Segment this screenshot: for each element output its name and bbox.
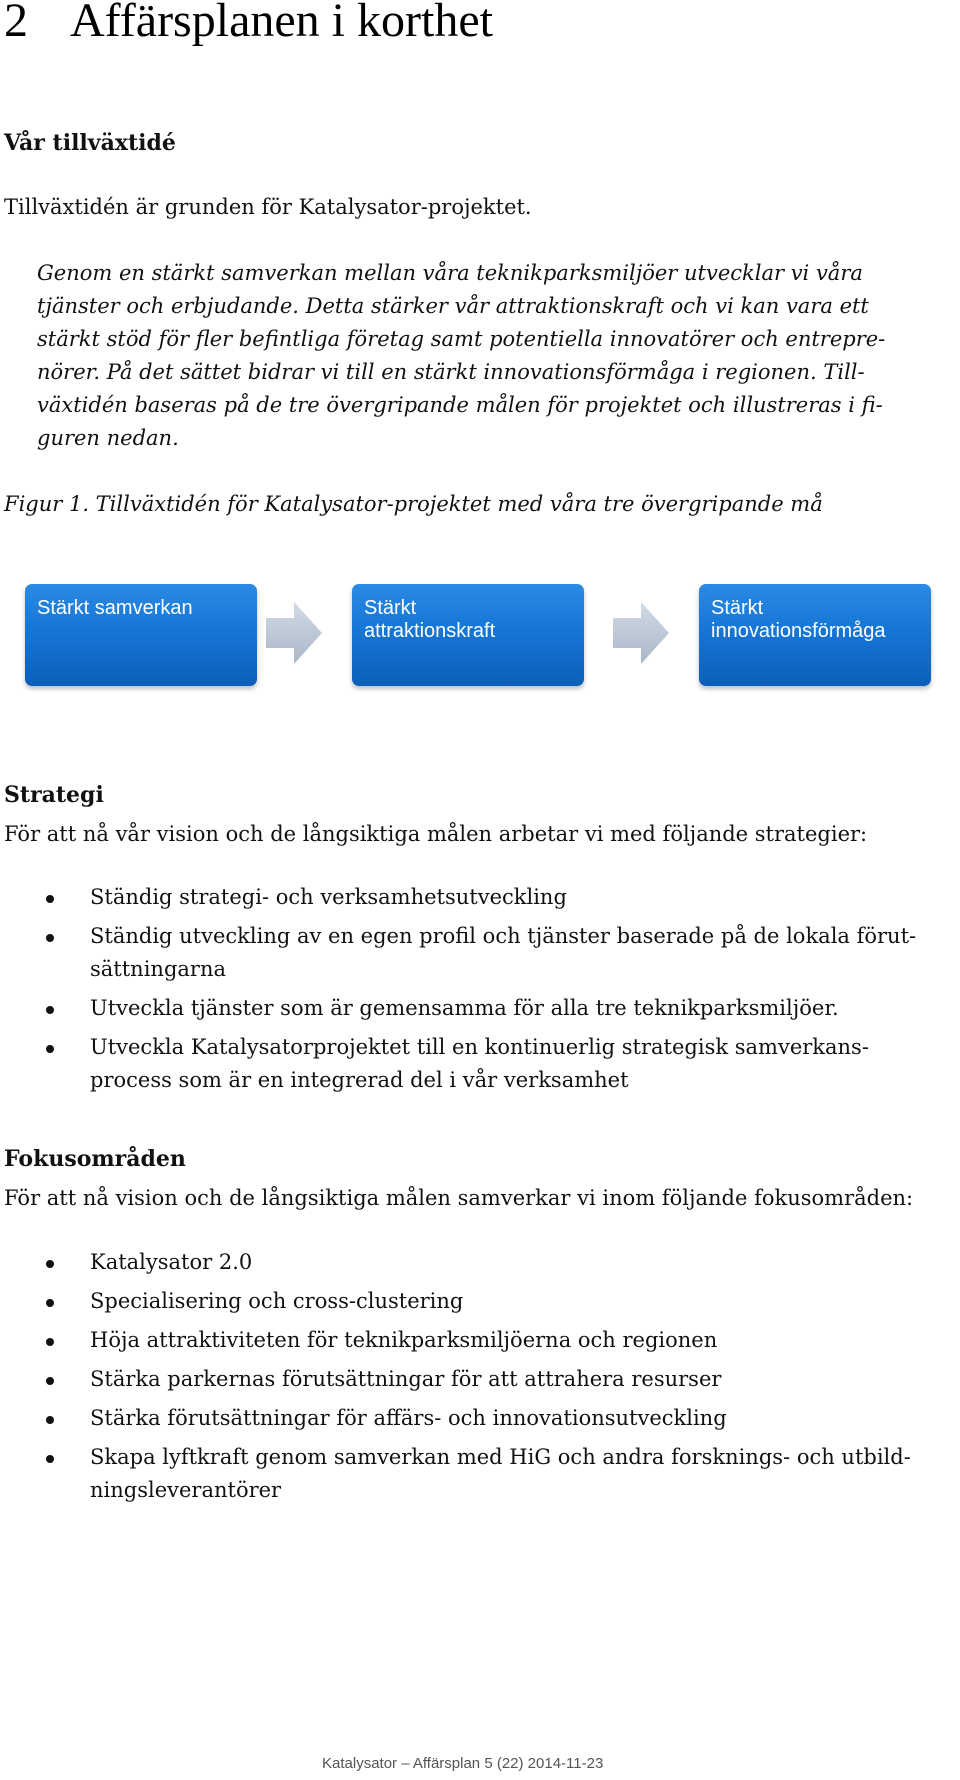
list-item-line: Utveckla tjänster som är gemensamma för alla tre teknikparksmiljöer. <box>90 996 839 1020</box>
bullet-icon <box>46 1377 54 1385</box>
list-item-line: Stärka parkernas förutsättningar för att attrahera resurser <box>90 1367 722 1391</box>
list-item <box>38 1031 953 1097</box>
flow-step-attraktionskraft <box>352 584 584 686</box>
right-arrow-icon <box>266 602 322 664</box>
list-item <box>38 920 953 986</box>
list-item <box>38 1285 953 1318</box>
list-item-line: sättningarna <box>90 957 226 981</box>
growth-paragraph-line: växtidén baseras på de tre övergripande målen för projektet och illustreras i fi- <box>37 393 883 417</box>
figure-caption: Figur 1. Tillväxtidén för Katalysator-projektet med våra tre övergripande må <box>4 492 823 516</box>
list-item-line: process som är en integrerad del i vår verksamhet <box>90 1068 629 1092</box>
list-item <box>38 1441 953 1507</box>
growth-paragraph <box>37 257 952 455</box>
bullet-icon <box>46 1455 54 1463</box>
list-item <box>38 992 953 1025</box>
growth-intro: Tillväxtidén är grunden för Katalysator-projektet. <box>4 195 532 219</box>
bullet-icon <box>46 1260 54 1268</box>
list-item-line: Skapa lyftkraft genom samverkan med HiG och andra forsknings- och utbild- <box>90 1445 911 1469</box>
list-item-line: Stärka förutsättningar för affärs- och innovationsutveckling <box>90 1406 727 1430</box>
strategy-list <box>38 881 953 1103</box>
flow-step-samverkan <box>25 584 257 686</box>
list-item <box>38 881 953 914</box>
strategy-heading: Strategi <box>4 782 104 808</box>
bullet-icon <box>46 1299 54 1307</box>
growth-paragraph-line: nörer. På det sättet bidrar vi till en stärkt innovationsförmåga i regionen. Till- <box>37 360 865 384</box>
flow-step-label: attraktionskraft <box>364 620 496 642</box>
list-item <box>38 1246 953 1279</box>
growth-paragraph-line: Genom en stärkt samverkan mellan våra teknikparksmiljöer utvecklar vi våra <box>37 261 863 285</box>
growth-paragraph-line: stärkt stöd för fler befintliga företag samt potentiella innovatörer och entrepre- <box>37 327 886 351</box>
section-number: 2 <box>4 0 28 47</box>
list-item <box>38 1324 953 1357</box>
flow-step-label: innovationsförmåga <box>711 620 886 642</box>
focus-heading: Fokusområden <box>4 1146 186 1172</box>
bullet-icon <box>46 1006 54 1014</box>
page-footer: Katalysator – Affärsplan 5 (22) 2014-11-23 <box>322 1755 604 1772</box>
bullet-icon <box>46 1338 54 1346</box>
list-item-line: Utveckla Katalysatorprojektet till en kontinuerlig strategisk samverkans- <box>90 1035 869 1059</box>
page-title <box>4 0 493 50</box>
flow-step-label: Stärkt <box>364 597 417 619</box>
strategy-intro: För att nå vår vision och de långsiktiga målen arbetar vi med följande strategier: <box>4 822 868 846</box>
list-item-line: Katalysator 2.0 <box>90 1250 253 1274</box>
flow-step-innovationsformaga <box>699 584 931 686</box>
list-item-line: ningsleverantörer <box>90 1478 282 1502</box>
list-item <box>38 1363 953 1396</box>
bullet-icon <box>46 1045 54 1053</box>
flow-step-label: Stärkt <box>711 597 764 619</box>
focus-list <box>38 1246 953 1513</box>
list-item-line: Ständig strategi- och verksamhetsutveckling <box>90 885 567 909</box>
section-title: Affärsplanen i korthet <box>70 0 493 47</box>
right-arrow-icon <box>613 602 669 664</box>
growth-heading: Vår tillväxtidé <box>4 130 176 156</box>
bullet-icon <box>46 895 54 903</box>
bullet-icon <box>46 1416 54 1424</box>
list-item-line: Höja attraktiviteten för teknikparksmiljöerna och regionen <box>90 1328 718 1352</box>
bullet-icon <box>46 934 54 942</box>
focus-intro: För att nå vision och de långsiktiga målen samverkar vi inom följande fokusområden: <box>4 1186 914 1210</box>
growth-paragraph-line: tjänster och erbjudande. Detta stärker vår attraktionskraft och vi kan vara ett <box>37 294 869 318</box>
growth-paragraph-line: guren nedan. <box>37 426 179 450</box>
list-item <box>38 1402 953 1435</box>
flow-step-label: Stärkt samverkan <box>37 597 193 619</box>
list-item-line: Ständig utveckling av en egen profil och tjänster baserade på de lokala förut- <box>90 924 917 948</box>
list-item-line: Specialisering och cross-clustering <box>90 1289 464 1313</box>
